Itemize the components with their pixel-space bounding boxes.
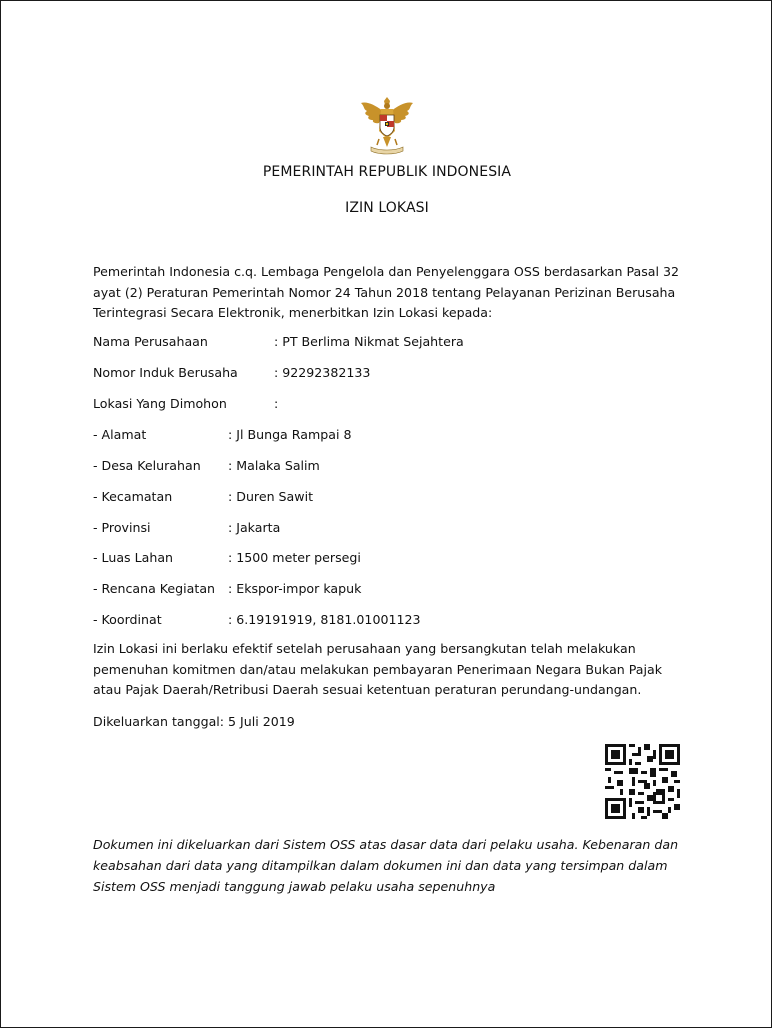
field-label: - Luas Lahan: [93, 550, 174, 565]
field-label: - Koordinat: [93, 612, 162, 627]
field-label: Nomor Induk Berusaha: [93, 365, 238, 380]
field-label: - Desa Kelurahan: [93, 458, 201, 473]
disclaimer-footer: Dokumen ini dikeluarkan dari Sistem OSS atas dasar data dari pelaku usaha. Kebenaran dan keabsahan dari data yang ditampilkan dalam dokumen ini dan data yang tersimpan dalam Sistem OSS menjadi tanggung jawab pelaku usaha sepenuhnya: [93, 837, 679, 894]
field-value: : PT Berlima Nikmat Sejahtera: [274, 334, 464, 349]
field-value: : 6.19191919, 8181.01001123: [228, 612, 421, 627]
validity-paragraph: Izin Lokasi ini berlaku efektif setelah perusahaan yang bersangkutan telah melakukan pemenuhan komitmen dan/atau melakukan pembayaran Penerimaan Negara Bukan Pajak atau Pajak Daerah/Retribusi Daerah sesuai ketentuan peraturan perundang-undangan.: [93, 641, 663, 697]
field-value: : 1500 meter persegi: [228, 550, 361, 565]
field-label: Lokasi Yang Dimohon: [93, 396, 227, 411]
field-label: - Kecamatan: [93, 489, 173, 504]
field-label: - Alamat: [93, 427, 147, 442]
document-heading: PEMERINTAH REPUBLIK INDONESIA: [262, 164, 512, 180]
qr-code-icon: [605, 744, 680, 819]
intro-paragraph: Pemerintah Indonesia c.q. Lembaga Pengelola dan Penyelenggara OSS berdasarkan Pasal 32 ayat (2) Peraturan Pemerintah Nomor 24 Tahun 2018 tentang Pelayanan Perizinan Berusaha Terintegrasi Secara Elektronik, menerbitkan Izin Lokasi kepada:: [93, 264, 680, 320]
field-value: : Jakarta: [228, 520, 281, 535]
field-value: : Malaka Salim: [228, 458, 320, 473]
field-label: - Provinsi: [93, 520, 151, 535]
garuda-emblem-icon: [359, 95, 415, 157]
issue-date: Dikeluarkan tanggal: 5 Juli 2019: [93, 714, 295, 729]
field-value: : Duren Sawit: [228, 489, 314, 504]
field-label: Nama Perusahaan: [93, 334, 208, 349]
field-value: : Jl Bunga Rampai 8: [228, 427, 352, 442]
field-value: : Ekspor-impor kapuk: [228, 581, 362, 596]
field-label: - Rencana Kegiatan: [93, 581, 216, 596]
field-value: :: [274, 396, 279, 411]
document-title: IZIN LOKASI: [345, 200, 429, 216]
field-value: : 92292382133: [274, 365, 371, 380]
